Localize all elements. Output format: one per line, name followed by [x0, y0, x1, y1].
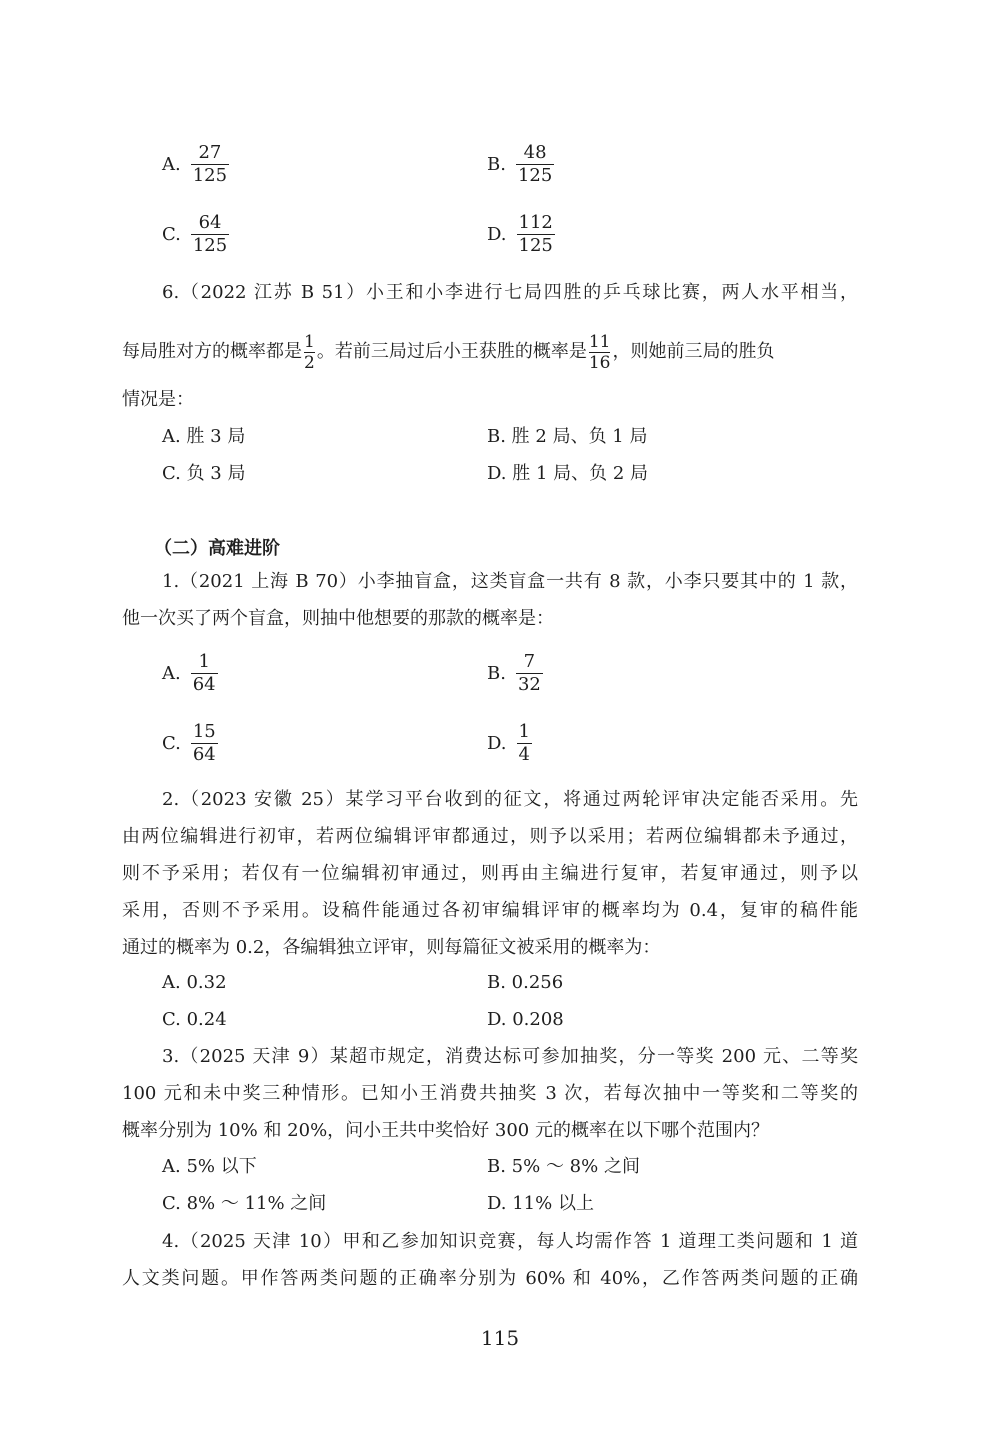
q6-option-b[interactable]: B. 胜 2 局、负 1 局 — [487, 426, 648, 447]
fraction: $\frac{112}{125}$ — [518, 212, 553, 256]
q5-option-c[interactable]: C. $\frac{64}{125}$ — [162, 212, 228, 256]
fraction: $\frac{1}{64}$ — [192, 651, 216, 695]
p2-option-c[interactable]: C. 0.24 — [162, 1009, 227, 1030]
p3-option-a[interactable]: A. 5% 以下 — [162, 1156, 257, 1177]
fraction: $\frac{64}{125}$ — [192, 212, 228, 256]
fraction: $\frac{7}{32}$ — [517, 651, 541, 695]
p1-stem-line-2: 他一次买了两个盲盒，则抽中他想要的那款的概率是： — [122, 608, 554, 629]
q5-option-b[interactable]: B. $\frac{48}{125}$ — [487, 142, 553, 186]
q6-stem-line-2: 每局胜对方的概率都是 $\frac{1}{2}$ 。若前三局过后小王获胜的概率是 $\frac{11}{16}$ ，则她前三局的胜负 — [122, 331, 775, 373]
p3-option-c[interactable]: C. 8% ～ 11% 之间 — [162, 1193, 327, 1214]
p3-option-d[interactable]: D. 11% 以上 — [487, 1193, 594, 1214]
p2-option-d[interactable]: D. 0.208 — [487, 1009, 564, 1030]
p4-stem-line-1: 4.（2025 天津 10）甲和乙参加知识竞赛，每人均需作答 1 道理工类问题和 1 道 — [162, 1231, 858, 1252]
p2-stem-line-1: 2.（2023 安徽 25）某学习平台收到的征文，将通过两轮评审决定能否采用。先 — [162, 789, 858, 810]
fraction: $\frac{15}{64}$ — [192, 721, 216, 765]
fraction: $\frac{27}{125}$ — [192, 142, 228, 186]
p2-option-a[interactable]: A. 0.32 — [162, 972, 227, 993]
p3-option-b[interactable]: B. 5% ～ 8% 之间 — [487, 1156, 640, 1177]
p3-stem-line-1: 3.（2025 天津 9）某超市规定，消费达标可参加抽奖，分一等奖 200 元、二等奖 — [162, 1046, 858, 1067]
q6-stem-line-1: 6.（2022 江苏 B 51）小王和小李进行七局四胜的乒乓球比赛，两人水平相当， — [162, 282, 858, 303]
q5-option-a[interactable]: A. $\frac{27}{125}$ — [162, 142, 228, 186]
p3-stem-line-2: 100 元和未中奖三种情形。已知小王消费共抽奖 3 次，若每次抽中一等奖和二等奖的 — [122, 1083, 858, 1104]
page-number: 115 — [480, 1326, 520, 1350]
p2-stem-line-4: 采用，否则不予采用。设稿件能通过各初审编辑评审的概率均为 0.4，复审的稿件能 — [122, 900, 858, 921]
p3-stem-line-3: 概率分别为 10% 和 20%，问小王共中奖恰好 300 元的概率在以下哪个范围内？ — [122, 1120, 769, 1141]
p4-stem-line-2: 人文类问题。甲作答两类问题的正确率分别为 60% 和 40%，乙作答两类问题的正确 — [122, 1268, 858, 1289]
p1-stem-line-1: 1.（2021 上海 B 70）小李抽盲盒，这类盲盒一共有 8 款，小李只要其中的 1 款， — [162, 571, 858, 592]
fraction: $\frac{48}{125}$ — [517, 142, 553, 186]
p2-option-b[interactable]: B. 0.256 — [487, 972, 564, 993]
p2-stem-line-5: 通过的概率为 0.2，各编辑独立评审，则每篇征文被采用的概率为： — [122, 937, 661, 958]
q6-option-d[interactable]: D. 胜 1 局、负 2 局 — [487, 463, 649, 484]
q6-option-a[interactable]: A. 胜 3 局 — [162, 426, 246, 447]
section-heading: （二）高难进阶 — [154, 538, 280, 559]
q6-stem-line-3: 情况是： — [122, 389, 194, 410]
q6-option-c[interactable]: C. 负 3 局 — [162, 463, 246, 484]
fraction: $\frac{11}{16}$ — [588, 331, 611, 373]
fraction: $\frac{1}{4}$ — [518, 721, 530, 765]
p1-option-a[interactable]: A. $\frac{1}{64}$ — [162, 651, 216, 695]
fraction: $\frac{1}{2}$ — [304, 331, 315, 373]
p1-option-b[interactable]: B. $\frac{7}{32}$ — [487, 651, 541, 695]
p2-stem-line-2: 由两位编辑进行初审，若两位编辑评审都通过，则予以采用；若两位编辑都未予通过， — [122, 826, 858, 847]
p2-stem-line-3: 则不予采用；若仅有一位编辑初审通过，则再由主编进行复审，若复审通过，则予以 — [122, 863, 858, 884]
q5-option-d[interactable]: D. $\frac{112}{125}$ — [487, 212, 553, 256]
p1-option-c[interactable]: C. $\frac{15}{64}$ — [162, 721, 216, 765]
p1-option-d[interactable]: D. $\frac{1}{4}$ — [487, 721, 530, 765]
